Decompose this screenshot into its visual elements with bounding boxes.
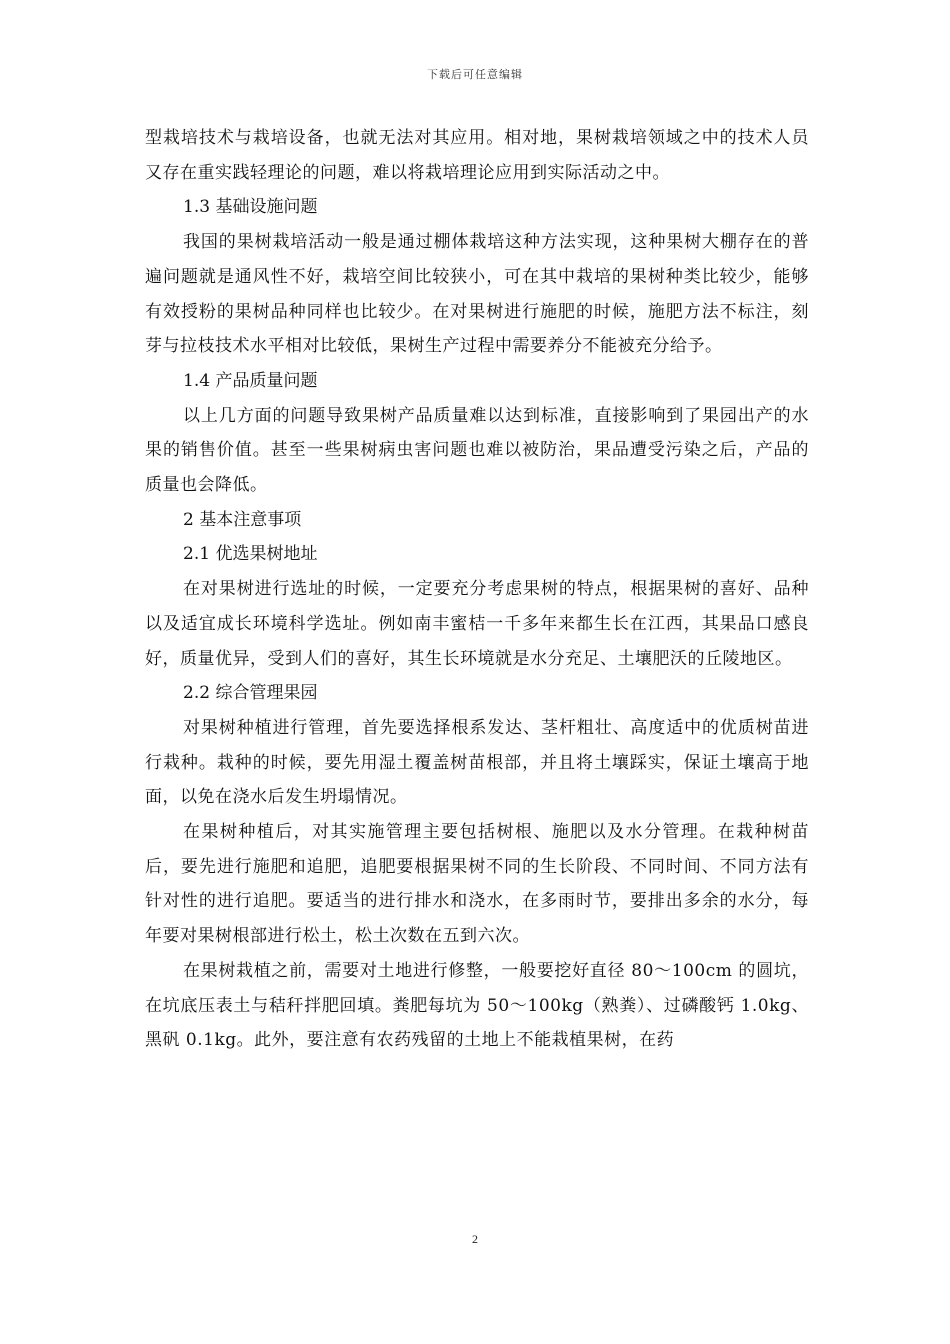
page-header: 下载后可任意编辑 — [427, 68, 523, 81]
section-heading-2: 2 基本注意事项 — [183, 509, 302, 530]
paragraph-site-selection: 在对果树进行选址的时候，一定要充分考虑果树的特点，根据果树的喜好、品种以及适宜成长环境科学选址。例如南丰蜜桔一千多年来都生长在江西，其果品口感良好，质量优异，受到人们的喜好，其生长环境就是水分充足、土壤肥沃的丘陵地区。 — [145, 579, 809, 669]
paragraph-management: 在果树种植后，对其实施管理主要包括树根、施肥以及水分管理。在栽种树苗后，要先进行施肥和追肥，追肥要根据果树不同的生长阶段、不同时间、不同方法有针对性的进行追肥。要适当的进行排水和浇水，在多雨时节，要排出多余的水分，每年要对果树根部进行松土，松土次数在五到六次。 — [145, 822, 809, 947]
paragraph-infrastructure: 我国的果树栽培活动一般是通过棚体栽培这种方法实现，这种果树大棚存在的普遍问题就是通风性不好，栽培空间比较狭小，可在其中栽培的果树种类比较少，能够有效授粉的果树品种同样也比较少。在对果树进行施肥的时候，施肥方法不标注，刻芽与拉枝技术水平相对比较低，果树生产过程中需要养分不能被充分给予。 — [145, 232, 809, 357]
paragraph-planting: 对果树种植进行管理，首先要选择根系发达、茎杆粗壮、高度适中的优质树苗进行栽种。栽种的时候，要先用湿土覆盖树苗根部，并且将土壤踩实，保证土壤高于地面，以免在浇水后发生坍塌情况。 — [145, 717, 809, 808]
section-heading-2-1: 2.1 优选果树地址 — [183, 544, 318, 565]
page-number: 2 — [472, 1232, 478, 1246]
document-body — [145, 121, 809, 1058]
section-heading-2-2: 2.2 综合管理果园 — [183, 683, 318, 704]
section-heading-1-4: 1.4 产品质量问题 — [183, 370, 318, 391]
paragraph-continuation: 型栽培技术与栽培设备，也就无法对其应用。相对地，果树栽培领域之中的技术人员又存在重实践轻理论的问题，难以将栽培理论应用到实际活动之中。 — [145, 128, 809, 183]
paragraph-land-prep: 在果树栽植之前，需要对土地进行修整，一般要挖好直径 80～100cm 的圆坑，在坑底压表土与秸秆拌肥回填。粪肥每坑为 50～100kg（熟粪）、过磷酸钙 1.0kg、黑矾 0.1kg。此外，要注意有农药残留的土地上不能栽植果树，在药 — [145, 960, 809, 1051]
section-heading-1-3: 1.3 基础设施问题 — [183, 197, 318, 218]
paragraph-quality: 以上几方面的问题导致果树产品质量难以达到标准，直接影响到了果园出产的水果的销售价值。甚至一些果树病虫害问题也难以被防治，果品遭受污染之后，产品的质量也会降低。 — [145, 405, 809, 496]
